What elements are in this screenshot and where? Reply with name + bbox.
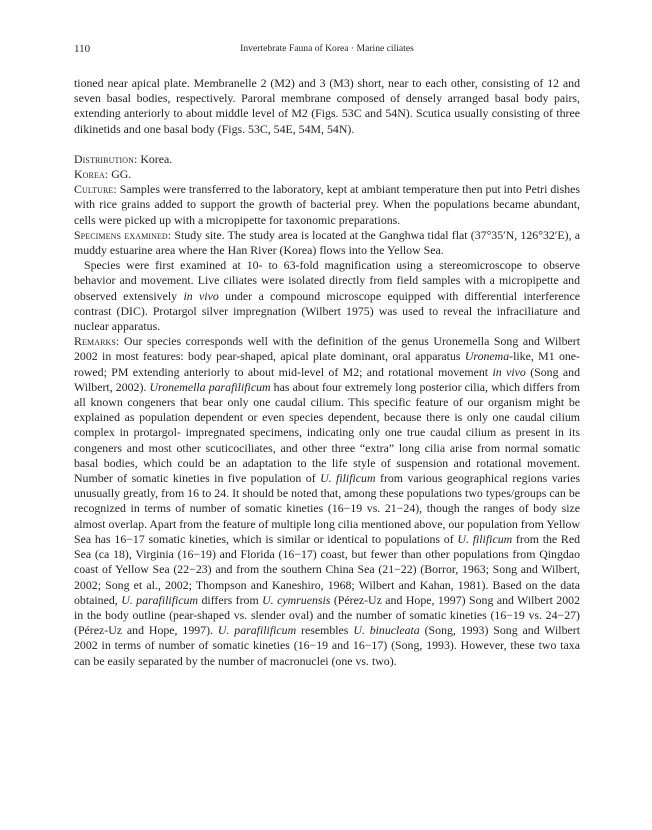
remarks-in-vivo: in vivo [492, 364, 526, 379]
page-header [74, 43, 580, 59]
remarks-text-j: (Song, 1993) Song and Wilbert 2002 in terms of number of somatic kineties (16−19 and 16−17) (Song, 1993). However, these two taxa can be easily separated by the number of macronuclei (one vs. two). [74, 623, 581, 668]
remarks-label: Remarks: [74, 334, 120, 349]
remarks-text-d: has about four extremely long posterior cilia, which differs from all known congeners that bear only one caudal cilium. This specific feature of our organism might be explained as population dependent or even species dependent, because there is only one caudal cilium complex in protargol- impregnated specimens, indicating only one true caudal cilium as present in its congeners and most other scuticociliates, and other three “extra” long cilia arise from normal somatic basal bodies, which could be an adaptation to the life style of suspension and rotational movement. Number of somatic kineties in five population of [74, 379, 580, 486]
culture-text: Samples were transferred to the laboratory, kept at ambiant temperature then put into Petri dishes with rice grains added to support the growth of bacterial prey. When the populations became abundant, cells were picked up with a micropipette for taxonomic preparations. [74, 182, 580, 227]
korea-text: GG. [108, 167, 132, 182]
specimens-paragraph [74, 228, 580, 258]
culture-paragraph [74, 182, 580, 228]
methods-text-b: under a compound microscope equipped with differential interference contrast (DIC). Protargol silver impregnation (Wilbert 1975) was used to reveal the infraciliature and nuclear apparatus. [74, 288, 580, 334]
distribution-paragraph [74, 152, 580, 167]
remarks-text-h: (Pérez-Uz and Hope, 1997) Song and Wilbert 2002 in the body outline (pear-shaped vs. slender oval) and the number of somatic kineties (16−19 vs. 24−27) (Pérez-Uz and Hope, 1997). [74, 592, 580, 638]
remarks-species-7: U. binucleata [353, 623, 420, 638]
remarks-text-e: from various geographical regions varies unusually greatly, from 16 to 24. It should be noted that, among these populations two types/groups can be recognized in terms of number of somatic kineties (16−19 vs. 21−24), though the ranges of body size almost overlap. Apart from the feature of multiple long cilia mentioned above, our population from Yellow Sea has 16−17 somatic kineties, which is similar or identical to populations of [74, 471, 580, 546]
paragraph-description-continued: tioned near apical plate. Membranelle 2 (M2) and 3 (M3) short, near to each other, consisting of 12 and seven basal bodies, respectively. Paroral membrane composed of densely arranged basal body pairs, extending anteriorly to about middle level of M2 (Figs. 53C and 54N). Scutica usually consisting of three dikinetids and one basal body (Figs. 53C, 54E, 54M, 54N). [74, 76, 580, 136]
remarks-species-6: U. parafilificum [217, 623, 297, 638]
remarks-text-g: differs from [198, 592, 263, 607]
korea-paragraph [74, 167, 580, 182]
running-head: Invertebrate Fauna of Korea · Marine ciliates [240, 43, 414, 54]
paragraph-gap [74, 137, 580, 152]
remarks-text-i: resembles [296, 623, 354, 638]
methods-text-a: Species were first examined at 10- to 63-fold magnification using a stereomicroscope to observe behavior and movement. Live ciliates were isolated directly from field samples with a micropipette and observed extensively [74, 258, 580, 303]
remarks-species-5: U. cymruensis [262, 592, 331, 607]
remarks-text-c: (Song and Wilbert, 2002). [74, 364, 580, 394]
page-body [74, 76, 580, 669]
remarks-text-f: from the Red Sea (ca 18), Virginia (16−19) and Florida (16−17) coast, but fewer than other populations from Qingdao coast of Yellow Sea (22−23) and from the southern China Sea (21−22) (Borror, 1963; Song and Wilbert, 2002; Song et al., 2002; Thompson and Kaneshiro, 1968; Wilbert and Kahan, 1981). Based on the data obtained, [74, 531, 581, 607]
remarks-text-b: -like, M1 one-rowed; PM extending anteriorly to about mid-level of M2; and rotational movement [74, 349, 580, 379]
methods-paragraph [74, 258, 580, 334]
page-number: 110 [74, 43, 91, 55]
remarks-species-4: U. parafilificum [121, 592, 199, 607]
specimens-label: Specimens examined: [74, 227, 172, 242]
remarks-paragraph [74, 334, 580, 668]
remarks-species-2: U. filificum [320, 471, 376, 486]
distribution-label: Distribution: [74, 151, 138, 166]
specimens-text: Study site. The study area is located at the Ganghwa tidal flat (37°35′N, 126°32′E), a muddy estuarine area where the Han River (Korea) flows into the Yellow Sea. [74, 227, 580, 258]
distribution-text: Korea. [137, 151, 173, 166]
methods-in-vivo: in vivo [183, 288, 219, 303]
culture-label: Culture: [74, 182, 117, 197]
remarks-species-3: U. filificum [457, 531, 513, 546]
remarks-genus-uronema: Uronema [464, 349, 510, 364]
remarks-text-a: Our species corresponds well with the definition of the genus Uronemella Song and Wilbert 2002 in most features: body pear-shaped, apical plate dominant, oral apparatus [74, 334, 580, 364]
korea-label: Korea: [74, 167, 109, 182]
remarks-species-1: Uronemella parafilificum [149, 379, 271, 394]
